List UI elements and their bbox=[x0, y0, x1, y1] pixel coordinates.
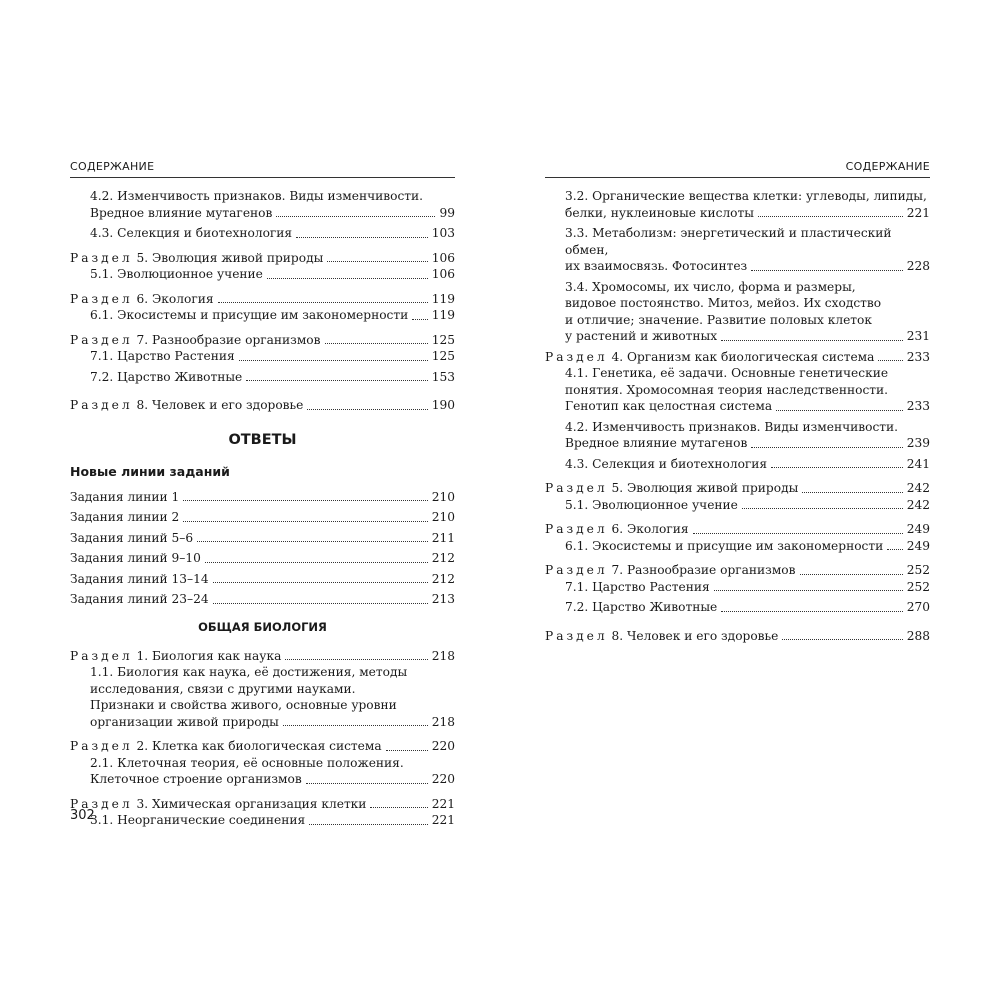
entry-text: 7.2. Царство Животные bbox=[565, 600, 718, 614]
section-entry[interactable] bbox=[70, 648, 455, 665]
entry-line: 1.1. Биология как наука, её достижения, методы bbox=[90, 665, 408, 679]
page-ref: 220 bbox=[431, 739, 455, 753]
toc-entry[interactable] bbox=[545, 419, 930, 452]
section-prefix: Раздел bbox=[70, 250, 133, 265]
toc-entry[interactable] bbox=[70, 225, 455, 242]
entry-line: 3.4. Хромосомы, их число, форма и размеры, bbox=[565, 279, 856, 294]
page-ref: 249 bbox=[906, 538, 930, 553]
toc-entry[interactable] bbox=[545, 538, 930, 555]
section-prefix: Раздел bbox=[545, 349, 608, 364]
entry-text: 6.1. Экосистемы и присущие им закономерности bbox=[565, 538, 884, 553]
entry-text: Задания линии 1 bbox=[70, 489, 180, 504]
dot-leader bbox=[325, 343, 428, 344]
dot-leader bbox=[276, 216, 435, 217]
toc-entry[interactable] bbox=[545, 599, 930, 616]
entry-line: исследования, связи с другими науками. bbox=[90, 681, 356, 696]
new-lines-heading: Новые линии заданий bbox=[70, 463, 230, 479]
toc-entry[interactable] bbox=[545, 456, 930, 473]
dot-leader bbox=[721, 611, 902, 612]
entry-text: 5.1. Эволюционное учение bbox=[565, 497, 738, 512]
entry-text: Задания линий 9–10 bbox=[70, 551, 201, 565]
task-line-entry[interactable] bbox=[70, 509, 455, 526]
entry-text: 5.1. Эволюционное учение bbox=[90, 267, 263, 281]
entry-line: 4.2. Изменчивость признаков. Виды изменчивости. bbox=[90, 189, 424, 203]
toc-left bbox=[70, 188, 455, 829]
page-ref: 231 bbox=[906, 329, 930, 343]
entry-text: 4.3. Селекция и биотехнология bbox=[565, 456, 768, 471]
entry-text: 3.1. Неорганические соединения bbox=[90, 813, 306, 827]
page-ref: 233 bbox=[906, 399, 930, 413]
page-ref: 218 bbox=[431, 648, 455, 663]
section-entry[interactable] bbox=[70, 796, 455, 813]
entry-text: их взаимосвязь. Фотосинтез bbox=[565, 259, 748, 273]
page-ref: 242 bbox=[906, 481, 930, 495]
dot-leader bbox=[693, 533, 903, 534]
dot-leader bbox=[751, 270, 903, 271]
entry-line: и отличие; значение. Развитие половых клеток bbox=[565, 312, 872, 327]
page-ref: 125 bbox=[431, 332, 455, 347]
section-entry[interactable] bbox=[545, 628, 930, 645]
section-title: 2. Клетка как биологическая система bbox=[136, 739, 382, 753]
section-prefix: Раздел bbox=[70, 398, 133, 412]
task-line-entry[interactable] bbox=[70, 571, 455, 588]
entry-text: 7.1. Царство Растения bbox=[90, 349, 235, 363]
entry-text: Вредное влияние мутагенов bbox=[565, 436, 748, 450]
entry-text: 6.1. Экосистемы и присущие им закономерности bbox=[90, 308, 409, 322]
section-title: 8. Человек и его здоровье bbox=[136, 398, 304, 412]
dot-leader bbox=[887, 549, 903, 550]
entry-line: понятия. Хромосомная теория наследственности. bbox=[565, 382, 889, 397]
page-ref: 252 bbox=[906, 579, 930, 594]
toc-entry[interactable] bbox=[70, 755, 455, 788]
page-ref: 220 bbox=[431, 772, 455, 786]
section-title: 5. Эволюция живой природы bbox=[611, 481, 799, 495]
toc-entry[interactable] bbox=[545, 365, 930, 415]
page-ref: 210 bbox=[431, 510, 455, 524]
entry-text: Задания линий 23–24 bbox=[70, 592, 209, 606]
section-entry[interactable] bbox=[545, 480, 930, 497]
section-title: 4. Организм как биологическая система bbox=[611, 349, 875, 364]
dot-leader bbox=[307, 409, 427, 410]
entry-line: 4.2. Изменчивость признаков. Виды изменчивости. bbox=[565, 419, 899, 434]
entry-text: белки, нуклеиновые кислоты bbox=[565, 205, 754, 220]
entry-text: 7.2. Царство Животные bbox=[90, 369, 243, 384]
section-title: 7. Разнообразие организмов bbox=[136, 332, 321, 347]
section-title: 7. Разнообразие организмов bbox=[611, 563, 796, 577]
section-title: 1. Биология как наука bbox=[136, 648, 282, 663]
toc-entry[interactable] bbox=[545, 579, 930, 596]
entry-line: видовое постоянство. Митоз, мейоз. Их сходство bbox=[565, 296, 882, 310]
section-prefix: Раздел bbox=[70, 739, 133, 753]
entry-text: Задания линий 13–14 bbox=[70, 571, 209, 586]
dot-leader bbox=[246, 380, 427, 381]
toc-entry[interactable] bbox=[70, 812, 455, 829]
dot-leader bbox=[878, 360, 902, 361]
entry-text: Задания линии 2 bbox=[70, 510, 180, 524]
toc-entry[interactable] bbox=[545, 497, 930, 514]
dot-leader bbox=[742, 508, 903, 509]
page-ref: 125 bbox=[431, 349, 455, 363]
page-ref: 212 bbox=[431, 571, 455, 586]
section-prefix: Раздел bbox=[70, 332, 133, 347]
task-line-entry[interactable] bbox=[70, 530, 455, 547]
section-entry[interactable] bbox=[70, 332, 455, 349]
section-title: 3. Химическая организация клетки bbox=[136, 796, 367, 811]
section-entry[interactable] bbox=[70, 291, 455, 308]
dot-leader bbox=[197, 541, 428, 542]
dot-leader bbox=[758, 216, 903, 217]
page-ref: 213 bbox=[431, 592, 455, 606]
section-entry[interactable] bbox=[70, 397, 455, 414]
dot-leader bbox=[267, 278, 428, 279]
dot-leader bbox=[205, 562, 428, 563]
dot-leader bbox=[771, 467, 903, 468]
entry-line: 2.1. Клеточная теория, её основные положения. bbox=[90, 755, 404, 770]
entry-text: Генотип как целостная система bbox=[565, 399, 773, 413]
page-number: 302 bbox=[70, 808, 95, 823]
page-ref: 221 bbox=[431, 813, 455, 827]
dot-leader bbox=[721, 340, 903, 341]
page-ref: 212 bbox=[431, 551, 455, 565]
right-page bbox=[545, 160, 930, 644]
dot-leader bbox=[183, 500, 427, 501]
page-ref: 233 bbox=[906, 349, 930, 364]
page-ref: 103 bbox=[431, 226, 455, 240]
entry-line: 3.2. Органические вещества клетки: углеводы, липиды, bbox=[565, 189, 927, 203]
entry-text: 7.1. Царство Растения bbox=[565, 579, 710, 594]
toc-entry[interactable] bbox=[70, 664, 455, 730]
page-ref: 153 bbox=[431, 369, 455, 384]
dot-leader bbox=[751, 447, 902, 448]
section-prefix: Раздел bbox=[545, 563, 608, 577]
toc-entry[interactable] bbox=[70, 307, 455, 324]
toc-entry[interactable] bbox=[545, 279, 930, 345]
dot-leader bbox=[714, 590, 903, 591]
left-page bbox=[70, 160, 455, 829]
entry-text: Клеточное строение организмов bbox=[90, 772, 302, 786]
page-ref: 270 bbox=[906, 600, 930, 614]
entry-text: организации живой природы bbox=[90, 714, 279, 729]
dot-leader bbox=[285, 659, 427, 660]
section-prefix: Раздел bbox=[70, 648, 133, 663]
dot-leader bbox=[218, 302, 428, 303]
running-head: СОДЕРЖАНИЕ bbox=[545, 160, 930, 178]
section-prefix: Раздел bbox=[70, 796, 133, 811]
page-ref: 242 bbox=[906, 497, 930, 512]
toc-entry[interactable] bbox=[545, 188, 930, 221]
dot-leader bbox=[183, 521, 427, 522]
toc-entry[interactable] bbox=[70, 348, 455, 365]
task-line-entry[interactable] bbox=[70, 489, 455, 506]
page-ref: 119 bbox=[431, 291, 455, 306]
page-ref: 241 bbox=[906, 456, 930, 471]
dot-leader bbox=[283, 725, 428, 726]
entry-line: 3.3. Метаболизм: энергетический и пластический обмен, bbox=[565, 226, 892, 257]
toc-right bbox=[545, 188, 930, 644]
running-head: СОДЕРЖАНИЕ bbox=[70, 160, 455, 178]
page-ref: 221 bbox=[906, 205, 930, 220]
section-title: 5. Эволюция живой природы bbox=[136, 250, 324, 265]
dot-leader bbox=[412, 319, 428, 320]
dot-leader bbox=[802, 492, 902, 493]
section-title: 6. Экология bbox=[611, 522, 689, 536]
task-line-entry[interactable] bbox=[70, 591, 455, 608]
page-ref: 211 bbox=[431, 530, 455, 545]
section-entry[interactable] bbox=[70, 738, 455, 755]
entry-line: Признаки и свойства живого, основные уровни bbox=[90, 698, 397, 712]
entry-line: 4.1. Генетика, её задачи. Основные генетические bbox=[565, 366, 889, 380]
dot-leader bbox=[386, 750, 428, 751]
page-ref: 106 bbox=[431, 250, 455, 265]
section-entry[interactable] bbox=[545, 521, 930, 538]
dot-leader bbox=[782, 639, 902, 640]
page-ref: 239 bbox=[906, 436, 930, 450]
dot-leader bbox=[309, 824, 428, 825]
section-prefix: Раздел bbox=[545, 522, 608, 536]
dot-leader bbox=[800, 574, 903, 575]
section-title: 6. Экология bbox=[136, 291, 214, 306]
dot-leader bbox=[776, 410, 903, 411]
page-ref: 288 bbox=[906, 628, 930, 643]
page-ref: 106 bbox=[431, 267, 455, 281]
page-ref: 218 bbox=[431, 714, 455, 729]
section-prefix: Раздел bbox=[545, 481, 608, 495]
toc-entry[interactable] bbox=[70, 188, 455, 221]
section-entry[interactable] bbox=[545, 349, 930, 366]
page-ref: 249 bbox=[906, 522, 930, 536]
task-line-entry[interactable] bbox=[70, 550, 455, 567]
general-biology-heading: ОБЩАЯ БИОЛОГИЯ bbox=[198, 619, 327, 634]
section-prefix: Раздел bbox=[545, 628, 608, 643]
section-entry[interactable] bbox=[545, 562, 930, 579]
toc-entry[interactable] bbox=[70, 266, 455, 283]
entry-text: Задания линий 5–6 bbox=[70, 530, 194, 545]
dot-leader bbox=[370, 807, 427, 808]
section-entry[interactable] bbox=[70, 250, 455, 267]
dot-leader bbox=[213, 603, 428, 604]
page-ref: 119 bbox=[431, 308, 455, 322]
page-ref: 99 bbox=[439, 205, 455, 220]
entry-text: Вредное влияние мутагенов bbox=[90, 205, 273, 220]
dot-leader bbox=[327, 261, 427, 262]
page-ref: 221 bbox=[431, 796, 455, 811]
dot-leader bbox=[296, 237, 428, 238]
section-prefix: Раздел bbox=[70, 291, 133, 306]
page-ref: 210 bbox=[431, 489, 455, 504]
section-title: 8. Человек и его здоровье bbox=[611, 628, 779, 643]
dot-leader bbox=[213, 582, 428, 583]
page-ref: 228 bbox=[906, 259, 930, 273]
dot-leader bbox=[239, 360, 428, 361]
page-ref: 252 bbox=[906, 563, 930, 577]
answers-heading: ОТВЕТЫ bbox=[228, 431, 297, 448]
entry-text: у растений и животных bbox=[565, 329, 718, 343]
toc-entry[interactable] bbox=[545, 225, 930, 275]
dot-leader bbox=[306, 783, 428, 784]
toc-entry[interactable] bbox=[70, 369, 455, 386]
entry-text: 4.3. Селекция и биотехнология bbox=[90, 226, 293, 240]
page-ref: 190 bbox=[431, 398, 455, 412]
